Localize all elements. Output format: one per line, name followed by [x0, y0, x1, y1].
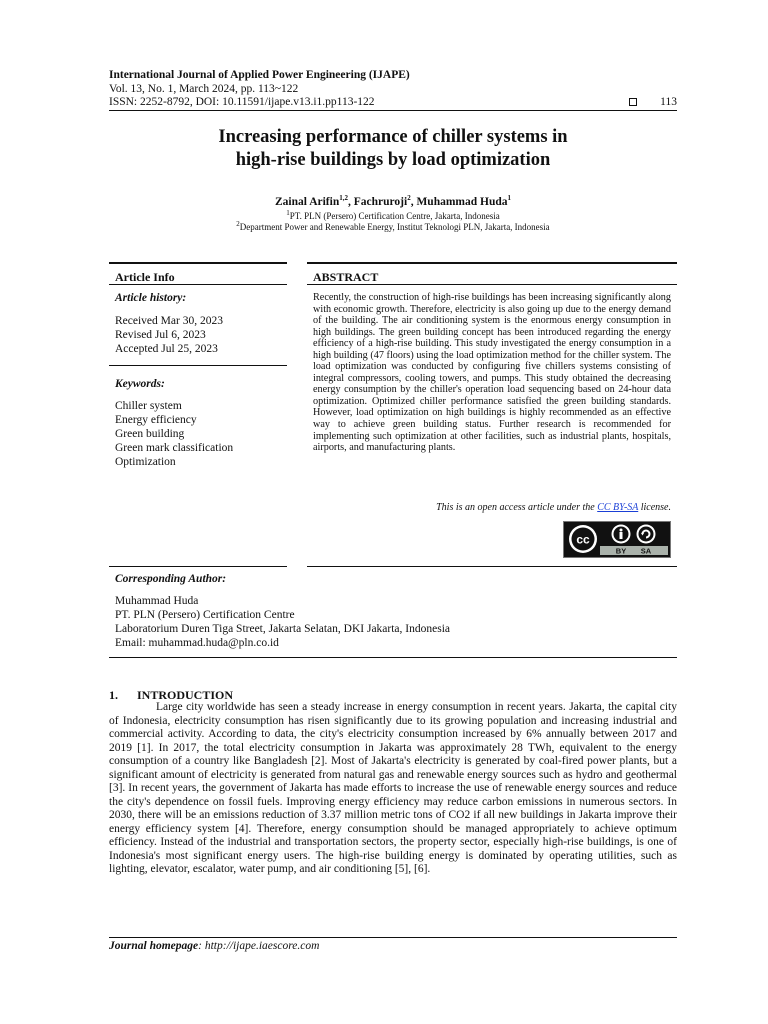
journal-homepage	[109, 940, 319, 952]
journal-header	[109, 69, 677, 110]
square-bullet-icon	[629, 98, 637, 106]
info-top-rule	[109, 262, 287, 264]
keyword-item: Chiller system	[115, 400, 182, 412]
author-name: Zainal Arifin	[275, 196, 340, 208]
author-affil-mark: 2	[407, 194, 411, 203]
footer-rule	[109, 937, 677, 938]
cc-by-sa-badge[interactable]	[563, 521, 671, 558]
corresponding-address: Laboratorium Duren Tiga Street, Jakarta Selatan, DKI Jakarta, Indonesia	[115, 623, 450, 635]
keyword-item: Green mark classification	[115, 442, 234, 454]
article-history-label: Article history:	[115, 292, 187, 304]
author-affil-mark: 1,2	[339, 194, 348, 203]
abstract-text: Recently, the construction of high-rise buildings has been increasing significantly along with economic growth. Therefore, electricity is also going up due to the energy demand of the building. The air conditioning system is the enormous energy consumption in high buildings. The green building concept has been introduced regarding the energy efficiency of a high-rise building. This study investigated the energy consumption in a high building (47 floors) using the load optimization method for the chiller system. The load optimization was conducted by configuring five chillers systems consisting of integral compressors, cooling towers, and pumps. This study obtained the decreasing energy consumption by the chiller's operation load sequencing based on 24-hour data optimization. Optimized chiller performance satisfied the green building standards. However, load optimization on high buildings is highly recommended as an effective way to achieve green building status. Further research is recommended for implementing such optimization at other facilities, such as industrial plants, hospitals, airports, and manufacturing plants.	[313, 292, 671, 454]
article-history-list	[115, 314, 223, 356]
history-divider	[109, 365, 287, 366]
corresponding-author-label: Corresponding Author:	[115, 573, 227, 585]
svg-text:cc: cc	[576, 532, 590, 547]
homepage-url[interactable]: : http://ijape.iaescore.com	[198, 940, 320, 952]
introduction-paragraph: Large city worldwide has seen a steady increase in energy consumption in recent years. Jakarta, the capital city of Indonesia, electricity consumption has risen significantly due to its growing population and increasing industrial and commercial activity. According to data, the city's electricity consumption increased by 6% annually between 2017 and 2019 [1]. In 2017, the total electricity consumption in Jakarta was approximately 28 TWh, equivalent to the energy consumption of a country like Bangladesh [2]. Most of Jakarta's electricity is generated by coal-fired power plants, but a significant amount of electricity is generated from natural gas and renewable energy sources such as hydro and geothermal [3]. In recent years, the government of Jakarta has made efforts to increase the use of renewable energy sources and reduce the city's dependence on fossil fuels. Improving energy efficiency may reduce carbon emissions in numerous sectors. In 2030, there will be an emissions reduction of 3.37 million metric tons of CO2 if all new buildings in Jakarta improve their energy efficiency system [4]. Therefore, energy consumption should be managed appropriately to achieve optimum efficiency. Instead of the industrial and transportation sectors, the property sector, especially high-rise buildings, is one of Indonesia's most significant energy users. The high-rise building energy is dominated by operating utilities, such as lighting, elevator, escalator, water pump, and air conditioning [5], [6].	[109, 701, 677, 875]
author-name: Muhammad Huda	[416, 196, 508, 208]
keywords-list	[115, 399, 233, 469]
abstract-bottom-rule	[307, 566, 677, 567]
history-accepted: Accepted Jul 25, 2023	[115, 343, 218, 355]
corresponding-author-block	[115, 594, 450, 650]
page-number: 113	[660, 96, 677, 108]
corresponding-name: Muhammad Huda	[115, 595, 199, 607]
corresponding-bottom-rule	[109, 657, 677, 658]
journal-volume: Vol. 13, No. 1, March 2024, pp. 113~122	[109, 82, 299, 95]
keyword-item: Energy efficiency	[115, 414, 197, 426]
author-affil-mark: 1	[507, 194, 511, 203]
journal-name: International Journal of Applied Power Engineering (IJAPE)	[109, 69, 410, 81]
abstract-heading: ABSTRACT	[313, 270, 379, 284]
keyword-item: Green building	[115, 428, 185, 440]
cc-license-icon	[564, 522, 670, 557]
journal-issn-doi: ISSN: 2252-8792, DOI: 10.11591/ijape.v13.i1.pp113-122	[109, 96, 375, 108]
header-rule	[109, 110, 677, 111]
section-title: INTRODUCTION	[137, 688, 234, 702]
license-link[interactable]: CC BY-SA	[597, 502, 639, 513]
open-access-note: This is an open access article under the CC BY-SA license.	[436, 502, 671, 513]
badge-by-label: BY	[615, 546, 627, 556]
keywords-label: Keywords:	[115, 378, 165, 390]
info-bottom-rule	[109, 566, 287, 567]
corresponding-org: PT. PLN (Persero) Certification Centre	[115, 609, 295, 621]
affiliation-2: $^2$Department Power and Renewable Energy, Institut Teknologi PLN, Jakarta, Indonesia	[236, 220, 550, 232]
author-list: Zainal Arifin$^{1,2}$, Fachruroji$^2$, Muhammad Huda$^1$	[275, 194, 511, 208]
corresponding-email: Email: muhammad.huda@pln.co.id	[115, 637, 279, 649]
author-name: Fachruroji	[353, 196, 408, 208]
history-revised: Revised Jul 6, 2023	[115, 329, 206, 341]
abstract-top-rule	[307, 262, 677, 264]
paper-title-line-1: Increasing performance of chiller systems in	[218, 127, 568, 147]
article-info-heading: Article Info	[115, 270, 175, 284]
section-number: 1.	[109, 688, 118, 702]
history-received: Received Mar 30, 2023	[115, 315, 223, 327]
homepage-label: Journal homepage	[109, 940, 199, 952]
paper-title-line-2: high-rise buildings by load optimization	[235, 150, 551, 170]
badge-sa-label: SA	[640, 546, 652, 556]
paper-title	[109, 126, 677, 172]
affiliation-1: $^1$PT. PLN (Persero) Certification Centre, Jakarta, Indonesia	[286, 209, 500, 221]
keyword-item: Optimization	[115, 456, 176, 468]
